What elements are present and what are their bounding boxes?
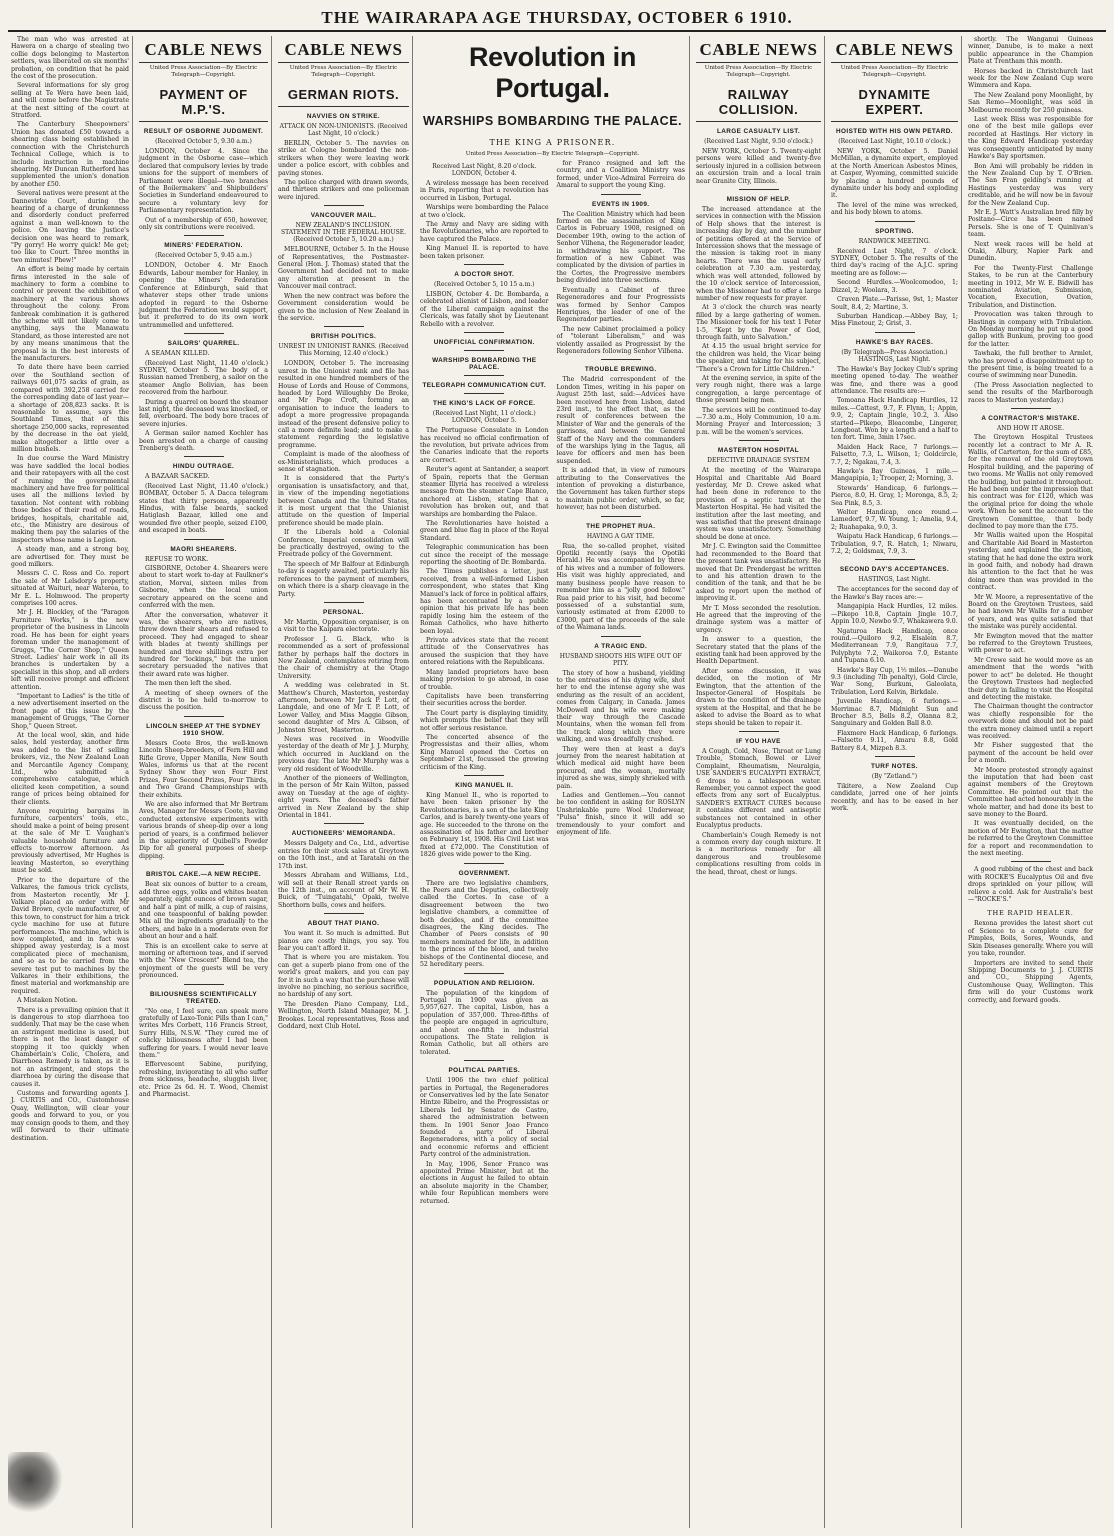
- section-heading: BILIOUSNESS SCIENTIFICALLY TREATED.: [149, 990, 258, 1005]
- divider: [601, 194, 641, 195]
- paragraph: LONDON, October 4. Since the judgment in the Osborne case—which declared that compulsory levies by trade unions for the support of members of Parliament were illegal—two branches of the Boilermakers' and Shipbuilders' Societies in Sunderland endeavoured to secure a voluntary levy for Parliamentary representation.: [139, 148, 268, 215]
- paragraph: Hawke's Bay Guineas, 1 mile.—Mangapipia, 1; Trooper, 2; Morning, 3.: [831, 468, 958, 483]
- paragraph: Many landed proprietors have been making provision to go abroad, in case of trouble.: [420, 668, 549, 691]
- paragraph: At the local wool, skin, and hide sales, held yesterday, another firm was added to the list of selling brokers, viz., the New Zealand Loan and Mercantile Agency Company, Ltd., who submitted a comprehensive catalogue, which elicited keen competition, a sound range of prices being obtained for their clients.: [11, 731, 129, 806]
- column-cable-news-2: [275, 36, 413, 1528]
- divider: [184, 456, 224, 457]
- column-revolution-portugal: [416, 36, 690, 1528]
- paragraph: They were then at least a day's journey from the nearest habitation at which medical aid might have been procured, and the woman, mortally injured as she was, simply shrieked with pain.: [556, 745, 685, 790]
- paragraph: Juvenile Handicap, 6 furlongs.—Merrimac 8.7, Midnight Sun and Brocher 8.5, Bells 8.2, Olanna 8.2, Sanguinary and Golden Ball 8.0.: [831, 698, 958, 728]
- paragraph: Rexona provides the latest short cut of Science to a complete cure for Pimples, Boils, Sores, Wounds, and Skin Diseases generally. Where you will you take, rounder.: [968, 920, 1093, 958]
- divider: [464, 393, 504, 394]
- divider: [875, 221, 915, 222]
- divider: [184, 235, 224, 236]
- section-heading: SPORTING.: [875, 227, 914, 235]
- paragraph: A steady man, and a strong boy, are advertised for. They must be good milkers.: [11, 546, 129, 569]
- section-heading: BRITISH POLITICS.: [310, 333, 377, 341]
- paragraph: Provocation was taken through to Hastings in company with Tribulation. On Monday morning he put up a good gallop with Bunkum, proving too good for the latter.: [968, 311, 1093, 348]
- paragraph: After some discussion, it was decided, on the motion of Mr Ewington, that the attention of the Inspector-General of Hospitals be drawn to the condition of the drainage system at the Hospital, and that he be asked to advise the Board as to what steps should be taken to repair it.: [696, 667, 821, 727]
- paragraph: The population of the kingdom of Portugal in 1900 was given as 5,957,627. The capital, Lisbon, has a population of 357,000. Three-fifths of the people are engaged in agriculture, and about one-fifth in industrial occupations. The State religion is Roman Catholic, but all others are tolerated.: [420, 989, 549, 1056]
- paragraph: Messrs Abraham and Williams, Ltd., will sell at their Renall street yards on the 12th inst., on account of Mr W. H. Buick, of "Tuingatahi," Opaki, twelve Shorthorn bulls, cows and heifers.: [278, 872, 409, 909]
- paragraph: There is a prevailing opinion that it is dangerous to stop diarrhoea too suddenly. That may be the case when an astringent medicine is used, but there is not the least danger of stopping it too quickly when Chamberlain's Colic, Cholera, and Diarrhoea Remedy is taken, as it is not an astringent, and stops the diarrhoea by curing the disease that causes it.: [11, 1006, 129, 1088]
- king-prisoner-subtitle: THE KING A PRISONER.: [489, 138, 616, 147]
- paragraph: The acceptances for the second day of the Hawke's Bay races are:—: [831, 586, 958, 601]
- paragraph: Hawke's Bay Cup, 1½ miles.—Danube 9.3 (including 7lb penalty), Gold Circle, War Song, Burkum, Galeolata, Tribulation, Lord Kelvin, Birkdale.: [831, 666, 958, 696]
- paragraph: The man who was arrested at Hawera on a charge of stealing two collie dogs belonging to Masterton settlers, was liberated on six months' probation, on condition that he paid the cost of the prosecution.: [11, 36, 129, 81]
- dateline: Received Last Night, 8.20 o'clock. LONDON, October 4.: [432, 163, 537, 177]
- paragraph: Horses backed in Christchurch last week for the New Zealand Cup were Wimmera and Kapa.: [968, 67, 1093, 90]
- paragraph: Mr E. J. Watt's Australian bred filly by Positano—Circe has been named Persels. She is one of T. Quinlivan's team.: [968, 208, 1093, 239]
- paragraph: News was received in Woodville yesterday of the death of Mr J. J. Murphy, which occurred in Auckland on the previous day. The late Mr Murphy was a very old resident of Woodville.: [278, 736, 409, 773]
- divider: [464, 775, 504, 776]
- dateline: HAVING A GAY TIME.: [586, 532, 655, 540]
- paragraph: For the Twenty-First Challenge Stakes, to be run at the Canterbury meeting in 1912, Mr W. E. Bidwill has nominated Aviation, Submission, Vocation, Execution, Ovation, Tribulation, and Distinction.: [968, 264, 1093, 309]
- section-heading: UNOFFICIAL CONFIRMATION.: [433, 339, 535, 347]
- section-heading: POPULATION AND RELIGION.: [433, 979, 535, 987]
- paragraph: Received Last Night, 7 o'clock. SYDNEY, October 5. The results of the third day's racing of the A.J.C. spring meeting are as follow:—: [831, 247, 958, 277]
- paragraph: Mr W. Moore, a representative of the Board on the Greytown Trustees, said he had known Mr Wallis for a number of years, and was quite satisfied that the mistake was purely accidental.: [968, 593, 1093, 631]
- paragraph: The Court party is displaying timidity, which prompts the belief that they will not offer serious resistance.: [420, 709, 549, 732]
- paragraph: Maiden Hack Race, 7 furlongs.—Falsetto, 7.3, L. Wilson, 1; Goldcircle, 7.7, 2; Ngakau, 7.4, 3.: [831, 443, 958, 466]
- divider: [184, 333, 224, 334]
- paragraph: The new Cabinet proclaimed a policy of "tolerant Liberalism," and was violently assailed as Progressist by the Regeneradors following Senhor Vilhena.: [556, 325, 685, 355]
- paragraph: The Madrid correspondent of the London Times, writing in his paper on August 25th last, said:—Advices have been received here from Lisbon, dated 23rd inst., to the effect that, as the result of conferences between the Minister of War and the generals of the garrisons, and between the General Staff of the Navy and the commanders of the warships lying in the Tagus, all leave for officers and men has been suspended.: [556, 376, 685, 465]
- section-heading: IF YOU HAVE: [736, 738, 781, 746]
- paragraph: King Manuel II. is reported to have been taken prisoner.: [420, 245, 549, 260]
- column-cable-news-3: [693, 36, 825, 1528]
- paragraph: The level of the mine was wrecked, and his body blown to atoms.: [831, 201, 958, 217]
- paragraph: A wireless message has been received in Paris, reporting that a revolution has occurred in Lisbon, Portugal.: [420, 180, 549, 202]
- section-heading: EVENTS IN 1909.: [591, 200, 650, 208]
- paragraph: A wedding was celebrated in St. Matthew's Church, Masterton, yesterday afternoon, between Mr Jack P. Lott, of Langdale, and one of Mr T. P. Lott, of Lower Valley, and Miss Maggie Gibson, second daughter of Mrs A. Gibson, of Johnston Street, Masterton.: [278, 682, 409, 734]
- section-heading: HOISTED WITH HIS OWN PETARD.: [836, 128, 953, 135]
- section-heading: MISSION OF HELP.: [726, 196, 791, 204]
- dateline: (Received October 5, 9.30 a.m.): [155, 138, 252, 145]
- divider: [464, 350, 504, 351]
- dateline: ATTACK ON NON-UNIONISTS. (Received Last Night, 10 o'clock.): [279, 123, 408, 137]
- press-association-line: United Press Association—By Electric Telegraph—Copyright.: [840, 65, 949, 78]
- dateline: (Received Last Night, 10.10 o'clock.): [838, 138, 951, 145]
- paragraph: Customs and forwarding agents J. J. CURTIS and CO., Customhouse Quay, Wellington, will clear your goods and forward to you, or you may consign goods to them, and they will forward to their ultimate destination.: [11, 1090, 129, 1142]
- dateline: HASTINGS, Last Night.: [858, 576, 931, 584]
- paragraph: Chamberlain's Cough Remedy is not a common every day cough mixture. It is a meritorious remedy for all dangerous and troublesome complications resulting from colds in the head, throat, chest or lungs.: [696, 831, 821, 876]
- paragraph: Mr Martin, Opposition organiser, is on a visit to the Kaipara electorate.: [278, 618, 409, 634]
- section-heading: THE PROPHET RUA.: [586, 522, 656, 530]
- paragraph: In due course the Ward Ministry was have saddled the local bodies and their ratepayers with all the cost of running the governmental machinery and have free for political uses all the millions levied by taxation. Not content with robbing those bodies of their road of roads, bridges, hospitals, charitable aid, etc., the Ministry are desirous of making them pay the salaries of the inspectors whose name is Legion.: [11, 455, 129, 544]
- section-heading: TELEGRAPH COMMUNICATION CUT.: [422, 382, 547, 390]
- paragraph: At 3 o'clock the church was nearly filled by a large gathering of women. The Missioner took for his text 1 Peter 1-5, "Kept by the Power of God, through faith, unto Salvation.": [696, 304, 821, 341]
- paragraph: for Franco resigned and left the country, and a Coalition Ministry was formed, under Vice-Admiral Ferreira do Amaral to support the young King.: [556, 160, 685, 190]
- section-heading: A DOCTOR SHOT.: [454, 271, 515, 279]
- divider: [324, 326, 364, 327]
- paragraph: Anyone requiring bargains in furniture, carpenters' tools, etc., should make a point of being present at the sale of Mr T. Vaughan's valuable household furniture and effects to-morrow afternoon. As previously advertised, Mr Hughes is leaving Masterton, so everything must be sold.: [11, 808, 129, 875]
- paragraph: Messrs Dalgety and Co., Ltd., advertise entries for their stock sales at Greytown on the 10th inst., and at Taratahi on the 17th inst.: [278, 840, 409, 870]
- paragraph: A German sailor named Kochler has been arrested on a charge of causing Trenberg's death.: [139, 430, 268, 452]
- paragraph: There are two legislative chambers, the Peers and the Deputies, collectively called the Cortes. In case of a disagreement between the two legislative chambers, a committee of both decides, and if the committee disagrees, the King decides. The Chamber of Peers consists of 90 members nominated for life, in addition to the princes of the blood, and twelve bishops of the Continental diocese, and 52 hereditary peers.: [420, 879, 549, 969]
- section-heading: A CONTRACTOR'S MISTAKE.: [981, 415, 1080, 423]
- divider: [464, 332, 504, 333]
- dateline: (By Telegraph—Press Association.) HASTINGS, Last Night.: [841, 348, 948, 363]
- paragraph: LONDON, October 5. The increasing unrest in the Unionist rank and file has resulted in one hundred members of the House of Lords and House of Commons, headed by Lord Willoughby De Broke, and Mr Page Croft, forming an organisation to induce the leaders to adopt a more progressive propaganda instead of the present defensive policy to call a more definite lead; and to make a statement regarding the legislative programme.: [278, 360, 409, 449]
- paragraph: The Portuguese Consulate in London has received no official confirmation of the revolution, but private advices from the Canaries indicate that the reports are correct.: [420, 427, 549, 464]
- dateline: (Received Last Night, 11 o'clock.) LONDON, October 5.: [432, 410, 536, 425]
- dateline: UNREST IN UNIONIST RANKS. (Received This Morning, 12.40 o'clock.): [278, 343, 409, 358]
- divider: [875, 332, 915, 333]
- divider: [464, 863, 504, 864]
- section-heading: LARGE CASUALTY LIST.: [716, 128, 801, 135]
- divider: [601, 516, 641, 517]
- paragraph: At the evening service, in spite of the very rough night, there was a large congregation, a large percentage of those present being men.: [696, 374, 821, 405]
- paragraph: (The Press Association neglected to send the results of the Marlborough races to Masterton yesterday.): [968, 381, 1093, 404]
- section-heading: THE RAPID HEALER.: [987, 909, 1074, 918]
- paragraph: Stewards' Handicap, 6 furlongs.—Pierce, 8.0, H. Gray, 1; Moronga, 8.5, 2; Sea Pink, 8.5, 3.: [831, 484, 958, 507]
- section-heading: GOVERNMENT.: [458, 869, 510, 877]
- divider: [184, 984, 224, 985]
- paragraph: Flaxmere Hack Handicap, 6 furlongs.—Falsetto 9.11, Amaru 8.8, Gold Battery 8.4, Mizpeh 8.3.: [831, 729, 958, 752]
- column-local-news: [8, 36, 133, 1528]
- paragraph: Mr Crewe said he would move as an amendment that the words "with power to act" be deleted. He thought the Greytown Trustees had neglected their duty in failing to visit the Hospital and detecting the mistake.: [968, 656, 1093, 701]
- paragraph: Tawhaki, the full brother to Armlet, who has proved a disappointment up to the present time, is being treated to a course of swimming near Dunedin.: [968, 350, 1093, 380]
- dateline: HUSBAND SHOOTS HIS WIFE OUT OF PITY.: [559, 652, 682, 667]
- paragraph: Prior to the departure of the Valkares, the famous trick cyclists, from Masterton recently, Mr J. Valkare placed an order with Mr David Brown, cycle manufacturer, of this town, to construct for him a trick cycle machine for use at future performances. The machine, which is now completed, and in fact was shipped away yesterday, is a most complicated piece of mechanism, and so as to be carried from the severe test put to machines by the Valkares in their exhibitions, the finest material and workmanship are required.: [11, 876, 129, 995]
- paragraph: The services will be continued to-day—7.30 a.m., Holy Communion, 10 a.m. Morning Prayer and Intercession; 3 p.m. will be the women's services.: [696, 406, 821, 436]
- section-heading: AUCTIONEERS' MEMORANDA.: [291, 830, 396, 838]
- paragraph: In answer to a question, the Secretary stated that the plans of the existing tank had been approved by the Health Department.: [696, 636, 821, 666]
- paragraph: We are also informed that Mr Bertram Aves, Manager for Messrs Coote, having conducted extensive experiments with various brands of sheep-dip over a long period of years, is a confirmed believer in the superiority of Quibell's Powder Dip for all general purposes of sheep-dipping.: [139, 801, 268, 860]
- section-heading: WARSHIPS BOMBARDING THE PALACE.: [432, 357, 537, 372]
- dateline: DEFECTIVE DRAINAGE SYSTEM: [707, 457, 810, 465]
- cable-news-banner: CABLE NEWS: [696, 36, 821, 63]
- left-subcolumn: [420, 160, 549, 1207]
- dateline: RANDWICK MEETING.: [858, 237, 931, 245]
- section-heading: HINDU OUTRAGE.: [172, 463, 235, 471]
- section-heading: KING MANUEL II.: [455, 781, 514, 789]
- section-heading: TURF NOTES.: [870, 763, 918, 770]
- paragraph: It was eventually decided, on the motion of Mr Ewington, that the matter be referred to the Greytown Committee for a report and recommendation to the next meeting.: [968, 820, 1093, 858]
- paragraph: When the new contract was before the Government consideration would be given to the inclusion of New Zealand in the service.: [278, 292, 409, 322]
- paragraph: Complaint is made of the aloofness of ex-Ministerialists, which produces a sense of stagnation.: [278, 451, 409, 473]
- paragraph: It is added that, in view of rumours attributing to the Conservatives the intention of provoking a disturbance, the Government has taken further steps to maintain public order, which, so far, however, has not been disturbed.: [556, 467, 685, 512]
- paragraph: NEW YORK, October 5. Twenty-eight persons were killed and twenty-five seriously injured in a collision between an excursion train and a local train near Granite City, Illinois.: [696, 148, 821, 185]
- column-turf-notes: [965, 36, 1096, 1528]
- paragraph: Several informations for sly grog selling at Te Wera have been laid, and will come before the Magistrate at the next sitting of the court at Stratford.: [11, 82, 129, 120]
- paragraph: The Dresden Piano Company, Ltd., Wellington, North Island Manager, M. J. Brookes. Local representatives, Ross and Goddard, next Club Hotel.: [278, 1000, 409, 1030]
- section-heading: MINERS' FEDERATION.: [164, 242, 243, 250]
- paragraph: You want it. So much is admitted. But pianos are costly things, you say. You fear you can't afford it.: [278, 930, 409, 952]
- paragraph: The Times publishes a letter, just received, from a well-informed Lisbon correspondent, who states that King Manuel's lack of force in political affairs, has been accentuated by a public opinion that his private life has been rapidly losing him the esteem of the Roman Catholics, who have hitherto been loyal.: [420, 568, 549, 635]
- paragraph: Bon Ami will probably be ridden in the New Zealand Cup by T. O'Brien. The San Fran gelding's running at Hastings yesterday was very creditable, and he will now be in favour for the New Zealand Cup.: [968, 162, 1093, 207]
- paragraph: Out of a membership of 650, however, only six contributions were received.: [139, 216, 268, 232]
- paragraph: A SEAMAN KILLED.: [145, 350, 210, 358]
- paragraph: The speech of Mr Balfour at Edinburgh to-day is eagerly awaited, particularly his references to the payment of members, on which there is a sharp cleavage in the Party.: [278, 560, 409, 598]
- divider: [875, 559, 915, 560]
- paragraph: A BAZAAR SACKED.: [145, 473, 210, 481]
- paragraph: Tomoana Hack Handicap Hurdles, 12 miles.—Cattest, 9.7, F. Flynn, 1; Appin, 9.9, 2; Captain Jingle, 10.2, 3. Also started—Pikepo, Bleacombe, Lingerer, Longboat. Won by a length and a half to ten fort. Time, 3min 17sec.: [831, 397, 958, 442]
- paragraph: Welter Handicap, once round.—Lamedorf, 9.7, W. Young, 1; Amelia, 9.4, 2; Ruahapaka, 9.0, 3.: [831, 509, 958, 531]
- paragraph: Eventually a Cabinet of three Regeneradores and four Progressists was formed by Senhor Campos Henriques, the leader of one of the Regenerador parties.: [556, 286, 685, 324]
- divider: [1011, 408, 1051, 409]
- paragraph: MELBOURNE, October 5. In the House of Representatives, the Postmaster-General (Hon. J. Thomas) stated that the Government had decided not to make any alteration at present in the Vancouver mail contract.: [278, 246, 409, 291]
- section-heading: LINCOLN SHEEP AT THE SYDNEY 1910 SHOW.: [146, 722, 261, 737]
- column-cable-news-4: [828, 36, 962, 1528]
- paragraph: Several natives were present at the Dannevirke Court, during the hearing of a charge of drunkenness and disorderly conduct preferred against a man well-known to the police. On leaving the Justice's decision one was heard to remark, "Py gorry! He worry quick! Me get; too like to Court. Three months in two minutes! Phew!": [11, 190, 129, 264]
- divider: [739, 189, 779, 190]
- paragraph: To date there have been carried over the Southland section of railways 601,075 sacks of grain, as compared with 392,258 carried for the corresponding date of last year—a shortage of 208,823 sacks. It is reasonable to assume, says the Southland Times, that of this shortage 250,000 sacks, represented by the decrease in the oat yield, make altogether a little over a million bushels.: [11, 364, 129, 453]
- dateline: (By "Zetland."): [871, 773, 918, 780]
- paragraph: BERLIN, October 5. The navvies on strike at Cologne bombarded the non-strikers when they were leaving work under a police escort, with cobbles and paving stones.: [278, 140, 409, 177]
- paragraph: shortly. The Wanganui Guineas winner, Danube, is to make a next public appearance in the Champion Plate at Trentham this month.: [968, 36, 1093, 66]
- two-column-body: [420, 160, 685, 1207]
- paragraph: Beat six ounces of butter to a cream, add three eggs, yolks and whites beaten separately, eight ounces of brown sugar, and half a pint of milk, a cup of raisins, and one teaspoonful of baking powder. Mix all the ingredients gradually to the others, and bake in a moderate oven for about an hour and a half.: [139, 881, 268, 941]
- paragraph: Suburban Handicap.—Abbey Bay, 1; Miss Finetour, 2; Grist, 3.: [831, 312, 958, 328]
- paragraph: Mr Moore protested strongly against the imputation that had been cast against members of the Greytown Committee. He pointed out that the Committee had acted honourably in the whole matter, and had done its best to save money to the Board.: [968, 766, 1093, 818]
- paragraph: If the Liberals hold a Colonial Conference, Imperial consolidation will be practically destroyed, owing to the Freetrade policy of the Government.: [278, 529, 409, 559]
- warships-subtitle: WARSHIPS BOMBARDING THE PALACE.: [422, 114, 683, 128]
- paragraph: At 4.15 the usual bright service for the children was held, the Vicar being the speaker, and taking for his subject, "There's a Crown for Little Children.": [696, 343, 821, 373]
- paragraph: Messrs Coote Bros, the well-known Lincoln Sheep-breeders, of Fern Hill and Rifle Grove, Upper Manilla, New South Wales, informs us that at the recent Sydney Show they won Four First Prizes, Four Second Prizes, Four Thirds, and Two Grand Championships with their exhibits.: [139, 739, 268, 799]
- paragraph: A Mistaken Notion.: [17, 997, 78, 1005]
- paragraph: Ngaturoa Hack Handicap, once round.—Quiloro 9.2, Elsalein 8.7, Mediterranean 7.9, Rangitaua 7.7, Polyphyte 7.2, Waikoroa 7.0, Estante and Tupana 6.10.: [831, 627, 958, 665]
- divider: [184, 539, 224, 540]
- section-heading: NAVVIES ON STRIKE.: [306, 113, 381, 120]
- section-heading: ABOUT THAT PIANO.: [307, 920, 380, 928]
- paragraph: Messrs C. C. Ross and Co. report the sale of Mr Lelsdorp's property, situated at Waituri, near Waterea, to Mr E. L. Holmwood. The property comprises 100 acres.: [11, 570, 129, 608]
- paragraph: The police charged with drawn swords, and thirteen strikers and one policeman were injured.: [278, 179, 409, 201]
- paragraph: The Chairman thought the contractor was chiefly responsible for the overwork done and should not be paid the extra money claimed until a report was received.: [968, 703, 1093, 740]
- paragraph: Mr T. Moss seconded the resolution. He agreed that the improving of the drainage system was a matter of urgency.: [696, 604, 821, 634]
- paragraph: The Greytown Hospital Trustees recently let a contract to Mr A. R. Wallis, of Carterton, for the sum of £85, for the removal of the old Greytown Hospital building, and the papering of two rooms. Mr Wallis not only removed the building, but painted it throughout. He had been under the impression that his contract was for £120, which was the original price for doing the whole work. When he sent the account to the Greytown Committee, that body declined to pay more than the £75.: [968, 434, 1093, 530]
- paragraph: Rua, the so-called prophet, visited Opotiki recently (says the Opotiki Herald.) He was accompanied by three of his wives and a number of followers. His visit was highly appreciated, and many business people have reason to remember him as a "jolly good fellow." Rua paid prior to his visit, had become possessed of a substantial sum, variously estimated at from £2000 to £3000, part of the proceeds of the sale of the Waimana lands.: [556, 542, 685, 632]
- paragraph: Ladies and Gentlemen.—You cannot be too confident in asking for ROSLYN Unshrinkable pure Wool Underwear, "Pulsa" finish, since it will add so tremendously to your comfort and enjoyment of life.: [556, 792, 685, 837]
- paragraph: It is considered that the Party's organisation is unsatisfactory, and that, in view of the impending negotiations between Canada and the United States, it is most urgent that the Unionist attitude on the question of Imperial preference should be made plain.: [278, 475, 409, 527]
- paragraph: "Important to Ladies" is the title of a new advertisement inserted on the front page of this issue by the management of Gruggs, "The Corner Shop," Queen Street.: [11, 692, 129, 730]
- right-subcolumn: [557, 160, 686, 1207]
- section-heading: BRISTOL CAKE.—A NEW RECIPE.: [145, 871, 262, 879]
- paragraph: Craven Plate.—Parisse, 9st, 1; Master Soult, 8.4, 2; Martine, 3.: [831, 296, 958, 311]
- paragraph: (Received Last Night, 11.40 o'clock.) BOMBAY, October 5. A Dacca telegram states that thirty persons, apparently Hindus, with false beards, sacked Hatiglash Bazaar, killed one and wounded five other people, seized £100, and escaped in boats.: [139, 482, 268, 535]
- paragraph: The New Zealand pony Moonlight, by San Remo—Moonlight, was sold in Melbourne recently for 250 guineas.: [968, 91, 1093, 114]
- paragraph: Waipatu Hack Handicap, 6 furlongs.—Tribulation, 9.7, R. Hatch, 1; Niwaru, 7.2, 2; Goldsmax, 7.9, 3.: [831, 533, 958, 556]
- main-headline: PAYMENT OF M.P.'S.: [139, 81, 268, 122]
- paragraph: GISBORNE, October 4. Shearers were about to start work to-day at Faulkner's station, Morvai, sixteen miles from Gisborne, when the local union secretary appeared on the scene and conferred with the men.: [139, 565, 268, 610]
- section-subheading: AND HOW IT AROSE.: [997, 425, 1064, 433]
- paragraph: Mangapipia Hack Hurdles, 12 miles.—Pikepo 10.8, Captain Jingle 10.7, Appin 10.0, Newbo 9.7, Whakawera 9.0.: [831, 603, 958, 626]
- paragraph: Another of the pioneers of Wellington, in the person of Mr Kain Wilton, passed away on Tuesday at the age of eighty-eight years. The deceased's father arrived in New Zealand by the ship Oriental in 1841.: [278, 775, 409, 820]
- divider: [464, 264, 504, 265]
- columns: [8, 36, 1106, 1528]
- paragraph: That is where you are mistaken. You can get a superb piano from one of the world's great makers, and you can pay for it in such a way that the purchase will involve no pinching, no serious sacrifice, no hardship of any sort.: [278, 954, 409, 999]
- divider: [601, 636, 641, 637]
- section-heading: POLITICAL PARTIES.: [448, 1067, 521, 1075]
- paragraph: Next week races will be held at Otaki, Albury, Napier Park and Dunedin.: [968, 240, 1093, 263]
- paragraph: Effervescent Sabine, purifying, refreshing, invigorating to all who suffer from sickness, headache, sluggish liver, etc. Price 2s 6d. H. T. Wood, Chemist and Pharmacist.: [139, 1061, 268, 1099]
- main-headline: DYNAMITE EXPERT.: [831, 81, 958, 122]
- paragraph: Private advices state that the recent attitude of the Conservatives has aroused the suspicion that they have entered relations with the Republicans.: [420, 637, 549, 667]
- paragraph: "No one, I feel sure, can speak more gratefully of Laxo-Tonic Pills than I can," writes Mrs Corbett, 116 Francis Street, Surry Hills, N.S.W. "They cured me of colicky biliousness after I had been suffering for years. I would never leave them.": [139, 1007, 268, 1059]
- column-cable-news-1: [136, 36, 272, 1528]
- section-heading: A TRAGIC END.: [594, 642, 648, 650]
- ink-stain: [8, 1452, 62, 1512]
- paragraph: A Cough, Cold, Nose, Throat or Lung Trouble, Stomach, Bowel or Liver Complaint, Rheumatism, Neuralgia, USE SANDER'S EUCALYPTI EXTRACT, 6 drops to a tablespoon water. Remember, you cannot expect the good effects from any sort of Eucalyptus. SANDER'S EXTRACT CURES because it contains different and antiseptic substances not contained in other Eucalyptus products.: [696, 748, 821, 830]
- dateline: (Received October 5, 9.45 a.m.): [155, 252, 252, 260]
- section-heading: RESULT OF OSBORNE JUDGMENT.: [143, 128, 264, 135]
- press-association-line: United Press Association—By Electric Telegraph—Copyright.: [149, 65, 258, 78]
- section-heading: PERSONAL.: [323, 608, 364, 616]
- paragraph: The Army and Navy are siding with the Revolutionaries, who are reported to have captured the Palace.: [420, 221, 549, 243]
- divider: [324, 913, 364, 914]
- section-heading: SAILORS' QUARREL.: [167, 340, 240, 348]
- paragraph: The Canterbury Sheepowners' Union has donated £50 towards a shearing class being established in connection with the Christchurch Technical College, which is to include instruction in machine shearing. Mr Duncan Rutherford has supplemented the union's donation by another £50.: [11, 121, 129, 188]
- paragraph: Importers are invited to send their Shipping Documents to J. J. CURTIS and CO., Shipping Agents, Customhouse Quay, Wellington. This firm will do your Customs work correctly, and forward goods.: [968, 959, 1093, 1004]
- divider: [464, 973, 504, 974]
- main-headline: RAILWAY COLLISION.: [696, 81, 821, 122]
- divider: [601, 359, 641, 360]
- main-headline: GERMAN RIOTS.: [278, 81, 409, 107]
- paragraph: During a quarrel on board the steamer last night, the deceased was knocked, or fell, overboard. The body bore traces of severe injuries.: [139, 398, 268, 428]
- paragraph: Mr J. C. Ewington said the Committee had recommended to the Board that the present tank was unsatisfactory. He moved that Dr. Prendergast be written to and his attention drawn to the condition of the tank, and that he be asked to report upon the method of improving it.: [696, 543, 821, 603]
- paragraph: The Coalition Ministry which had been formed on the assassination of King Carlos in February 1908, resigned on December 19th, owing to the action of Senhor Vilhena, the Regenerador leader, in withdrawing his support. The formation of a new Cabinet was complicated by the division of parties in the Cortes, the Progressive members being divided into three sections.: [556, 210, 685, 285]
- paragraph: After the conversation, whatever it was, the shearers, who are natives, threw down their shears and refused to proceed. They had engaged to shear with blades at twenty shillings per hundred and three shillings extra per hundred for "lockings," but the union secretary persuaded the natives that their award rate was higher.: [139, 611, 268, 678]
- paragraph: Last week Bliss was responsible for one of the best mile gallops ever recorded at Hastings. Her victory in the King Edward Handicap yesterday was consequently anticipated by many Hawke's Bay sportsmen.: [968, 116, 1093, 161]
- paragraph: The Revolutionaries have hoisted a green and blue flag in place of the Royal Standard.: [420, 519, 549, 542]
- paragraph: The men then left the shed.: [145, 680, 232, 688]
- paragraph: The concerted absence of the Progressistas and their allies, whom King Manuel opened the Cortes on September 21st, focussed the growing criticism of the King.: [420, 733, 549, 771]
- paragraph: The story of how a husband, yielding to the entreaties of his dying wife, shot her to end the intense agony she was enduring as the result of an accident, comes from Calgary, in Canada. James McDowell and his wife were making their way through the Cascade Mountains, when the woman fell from the track along which they were walking, and was dreadfully crushed.: [556, 669, 685, 744]
- divider: [184, 716, 224, 717]
- paragraph: NEW YORK, October 5. Daniel McMillan, a dynamite expert, employed at the North American Asbestos Mines, at Casper, Wyoming, committed suicide by placing a hundred pounds of dynamite under his body and exploding it.: [831, 148, 958, 200]
- paragraph: King Manuel II., who is reported to have been taken prisoner by the Revolutionaries, is a son of the late King Carlos, and is barely twenty-one years of age. He succeeded to the throne on the assassination of his father and brother on February 1st, 1908. His Civil List was fixed at £72,000. The Constitution of 1826 gives wide power to the King.: [420, 791, 549, 859]
- paragraph: A meeting of sheep owners of the district is to be held to-morrow to discuss the position.: [139, 689, 268, 712]
- paragraph: Mr Ewington moved that the matter be referred to the Greytown Trustees, with power to act.: [968, 632, 1093, 655]
- paragraph: LONDON, October 4. Mr Enoch Edwards, Labour member for Hanley, in opening the Miners' Federation Conference at Edinburgh, said that whatever steps other trade unions adopted in regard to the Osborne judgment the Federation would support, but it preferred to do its own work untrammelled and unfettered.: [139, 262, 268, 329]
- paragraph: Professor J. G. Black, who is recommended as a sort of professional father by perhaps half the doctors in New Zealand, contemplates retiring from the chair of chemistry at the Otago University.: [278, 635, 409, 680]
- paragraph: Tikitere, a New Zealand Cup candidate, jarred one of her joints recently, and has to be eased in her work.: [831, 783, 958, 813]
- divider: [1011, 861, 1051, 862]
- divider: [324, 823, 364, 824]
- press-association-line: United Press Association—By Electric Telegraph—Copyright.: [289, 65, 398, 78]
- paragraph: LISBON, October 4. Dr. Bombarda, a celebrated alienist of Lisbon, and leader of the Liberal campaign against the Clericals, was fatally shot by Lieutenant Rebello with a revolver.: [420, 291, 549, 328]
- divider: [464, 375, 504, 376]
- paragraph: Reuter's agent at Santander, a seaport of Spain, reports that the German steamer Illyria has received a wireless message from the steamer Cape Blanco, anchored at Lisbon, stating that a revolution has broken out, and that warships are bombarding the Palace.: [420, 466, 549, 518]
- paragraph: (Received Last Night, 11.40 o'clock.) SYDNEY, October 5. The body of a Russian named Trenberg, a sailor on the steamer Anglo Bolivian, has been recovered from the harbour.: [139, 359, 268, 397]
- paragraph: Mr Wallis waited upon the Hospital and Charitable Aid Board in Masterton yesterday, and explained the position, stating that he had done the extra work in good faith, and nobody had drawn his attention to the fact that he was doing more than was provided in the contract.: [968, 532, 1093, 592]
- masthead: THE WAIRARAPA AGE THURSDAY, OCTOBER 6 1910.: [8, 6, 1106, 32]
- section-heading: MASTERTON HOSPITAL: [717, 447, 800, 455]
- dateline: (Received Last Night, 9.50 o'clock.): [704, 138, 813, 145]
- cable-news-banner: CABLE NEWS: [139, 36, 268, 63]
- paragraph: Mr J. H. Blockley, of the "Paragon Furniture Works," is the new proprietor of the business in Lincoln road. He has been for eight years foreman under the management of Gruggs, "The Corner Shop," Queen Street. Ladies' hair work in all its branches is undertaken by a specialist in this shop, and all orders left will receive prompt and efficient attention.: [11, 609, 129, 691]
- section-heading: VANCOUVER MAIL.: [310, 212, 377, 220]
- paragraph: The Hawke's Bay Jockey Club's spring meeting opened to-day. The weather was fine, and there was a good attendance. The results are:—: [831, 365, 958, 395]
- dateline: (Received October 5, 10 15 a.m.): [433, 281, 535, 289]
- dateline: NEW ZEALAND'S INCLUSION. STATEMENT IN THE FEDERAL HOUSE. (Received October 5, 10.20 a.m.): [281, 222, 406, 244]
- paragraph: Warships were bombarding the Palace at two o'clock.: [420, 204, 549, 219]
- divider: [184, 864, 224, 865]
- paragraph: REFUSE TO WORK.: [145, 555, 209, 563]
- paragraph: Second Hurdles.—Woolcomodoo, 1; Dizzel, 2; Woolara, 3.: [831, 279, 958, 294]
- paragraph: In May, 1906, Senor Franco was appointed Prime Minister, but at the elections in August he failed to obtain an absolute majority in the Chamber, while four Republican members were returned.: [420, 1160, 549, 1205]
- section-heading: MAORI SHEARERS.: [170, 545, 237, 553]
- paragraph: An effort is being made by certain firms interested in the sale of machinery to form a combine to control or prevent the exhibition of machinery at the various shows throughout the colony. From fanbreak combination it is gathered the scheme will not likely come to anything, says the Manawatu Standard, as those interested are not by any means unanimous that the proposal is in the best interests of the manufacturers.: [11, 266, 129, 363]
- paragraph: Telegraphic communication has been cut since the receipt of the message reporting the shooting of Dr. Bombarda.: [420, 544, 549, 566]
- paragraph: This is an excellent cake to serve at morning or afternoon teas, and if served with the "New Crescent" Blend tea, the enjoyment of the guests will be very pronounced.: [139, 942, 268, 980]
- divider: [464, 1060, 504, 1061]
- divider: [739, 731, 779, 732]
- advertisement: A good rubbing of the chest and back with ROCKE'S Eucalyptus Oil and five drops sprinkled on your pillow, will relieve a cold. Ask for Australia's best—"ROCKE'S.": [968, 866, 1093, 904]
- divider: [324, 205, 364, 206]
- paragraph: Until 1906 the two chief political parties in Portugal, the Regeneradores or Conservatives led by the late Senator Hintze Ribeiro, and the Progressistas or Liberals led by Senator de Castro, shared the administration between them. In 1901 Senor Joao Franco founded a party of Liberal Regeneradores, with a policy of social and economic reforms and efficient Party control of the administration.: [420, 1077, 549, 1159]
- revolution-title: Revolution in Portugal.: [468, 42, 637, 103]
- paragraph: At the meeting of the Wairarapa Hospital and Charitable Aid Board yesterday, Mr D. Crewe asked what had been done in reference to the provision of a septic tank at the Masterton Hospital. He had visited the institution after the last meeting, and was satisfied that the present drainage system was unsatisfactory. Something should be done at once.: [696, 467, 821, 541]
- divider: [324, 602, 364, 603]
- divider: [875, 756, 915, 757]
- paragraph: Mr Fisher suggested that the payment of the account be held over for a month.: [968, 742, 1093, 765]
- section-heading: HAWKE'S BAY RACES.: [855, 338, 934, 346]
- paragraph: The increased attendance at the services in connection with the Mission of Help shows that the interest is increasing day by day, and the number of petitions offered at the Service of Intercession shows that the message of the mission is taking root in many hearts. There was the usual early celebration at 7.30 a.m. yesterday, which was well attended, followed by the 10 o'clock service of Intercession, when the Missioner had to offer a large number of new requests for prayer.: [696, 206, 821, 302]
- section-heading: SECOND DAY'S ACCEPTANCES.: [839, 566, 950, 574]
- section-heading: THE KING'S LACK OF FORCE.: [433, 400, 536, 408]
- divider: [739, 440, 779, 441]
- paragraph: Capitalists have been transferring their securities across the border.: [420, 692, 549, 708]
- section-heading: TROUBLE BREWING.: [584, 366, 657, 374]
- cable-news-banner: CABLE NEWS: [831, 36, 958, 63]
- press-association-line: United Press Association—By Electric Telegraph—Copyright.: [704, 65, 813, 78]
- cable-news-banner: CABLE NEWS: [278, 36, 409, 63]
- press-association-line: United Press Association—By Electric Telegraph—Copyright.: [465, 151, 640, 157]
